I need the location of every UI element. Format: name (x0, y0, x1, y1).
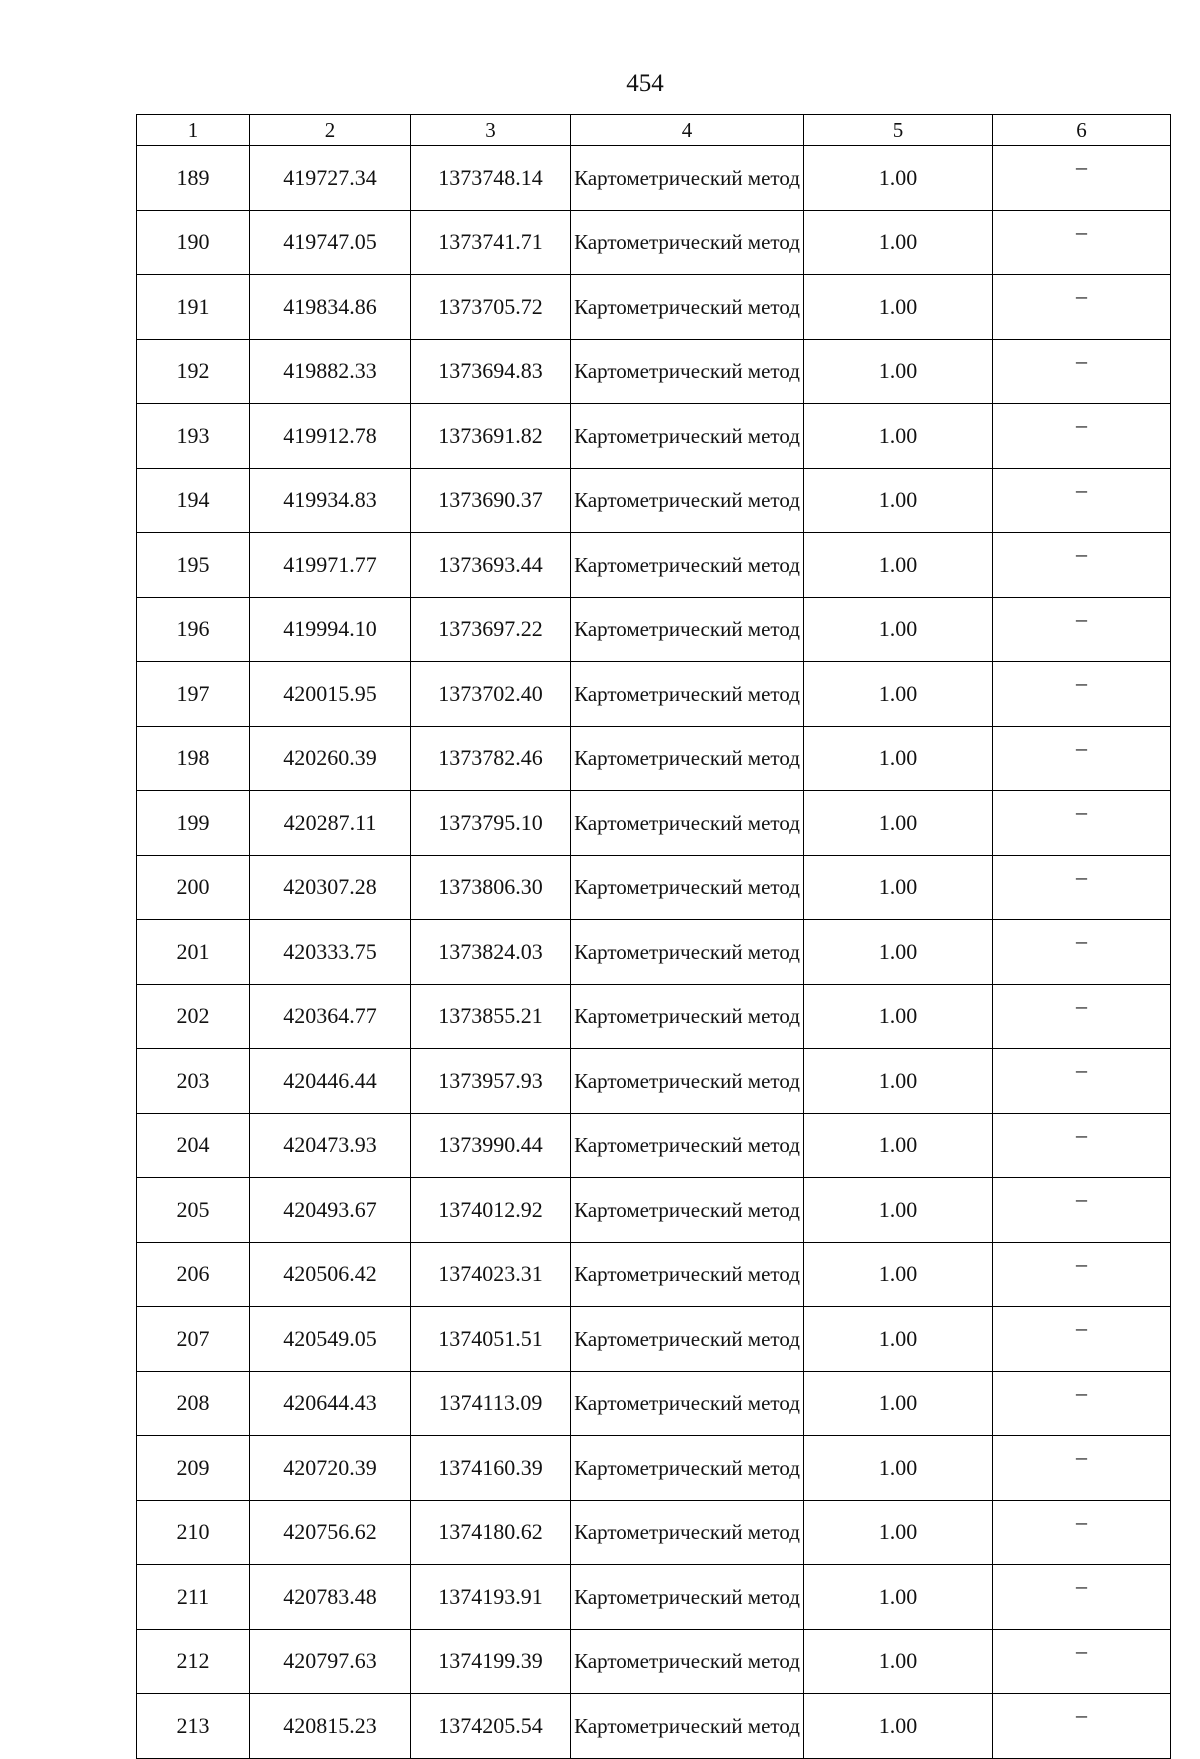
y-coordinate-cell: 1374180.62 (411, 1500, 571, 1565)
accuracy-cell: 1.00 (804, 1436, 993, 1501)
point-number-cell: 202 (137, 984, 250, 1049)
y-coordinate-cell: 1374051.51 (411, 1307, 571, 1372)
accuracy-cell: 1.00 (804, 468, 993, 533)
column-header: 3 (411, 115, 571, 146)
note-cell: – (993, 1565, 1171, 1630)
method-cell: Картометрический метод (571, 468, 804, 533)
note-cell: – (993, 984, 1171, 1049)
table-row (137, 404, 1171, 469)
point-number-cell: 198 (137, 726, 250, 791)
point-number-cell: 208 (137, 1371, 250, 1436)
x-coordinate-cell: 420549.05 (250, 1307, 411, 1372)
accuracy-cell: 1.00 (804, 1629, 993, 1694)
table-row (137, 1307, 1171, 1372)
accuracy-cell: 1.00 (804, 339, 993, 404)
table-row (137, 920, 1171, 985)
point-number-cell: 211 (137, 1565, 250, 1630)
y-coordinate-cell: 1373782.46 (411, 726, 571, 791)
note-cell: – (993, 468, 1171, 533)
table-row (137, 1565, 1171, 1630)
accuracy-cell: 1.00 (804, 210, 993, 275)
method-cell: Картометрический метод (571, 1242, 804, 1307)
method-cell: Картометрический метод (571, 533, 804, 598)
accuracy-cell: 1.00 (804, 404, 993, 469)
method-cell: Картометрический метод (571, 1565, 804, 1630)
point-number-cell: 189 (137, 146, 250, 211)
note-cell: – (993, 1242, 1171, 1307)
table-row (137, 726, 1171, 791)
note-cell: – (993, 662, 1171, 727)
note-cell: – (993, 920, 1171, 985)
y-coordinate-cell: 1373697.22 (411, 597, 571, 662)
point-number-cell: 207 (137, 1307, 250, 1372)
point-number-cell: 212 (137, 1629, 250, 1694)
y-coordinate-cell: 1373795.10 (411, 791, 571, 856)
method-cell: Картометрический метод (571, 662, 804, 727)
y-coordinate-cell: 1373824.03 (411, 920, 571, 985)
x-coordinate-cell: 420797.63 (250, 1629, 411, 1694)
note-cell: – (993, 339, 1171, 404)
y-coordinate-cell: 1373741.71 (411, 210, 571, 275)
point-number-cell: 204 (137, 1113, 250, 1178)
y-coordinate-cell: 1374199.39 (411, 1629, 571, 1694)
method-cell: Картометрический метод (571, 1629, 804, 1694)
note-cell: – (993, 1113, 1171, 1178)
x-coordinate-cell: 420287.11 (250, 791, 411, 856)
note-cell: – (993, 791, 1171, 856)
point-number-cell: 196 (137, 597, 250, 662)
accuracy-cell: 1.00 (804, 275, 993, 340)
point-number-cell: 194 (137, 468, 250, 533)
y-coordinate-cell: 1373957.93 (411, 1049, 571, 1114)
x-coordinate-cell: 420644.43 (250, 1371, 411, 1436)
x-coordinate-cell: 419994.10 (250, 597, 411, 662)
point-number-cell: 213 (137, 1694, 250, 1759)
accuracy-cell: 1.00 (804, 1371, 993, 1436)
point-number-cell: 209 (137, 1436, 250, 1501)
point-number-cell: 201 (137, 920, 250, 985)
x-coordinate-cell: 420756.62 (250, 1500, 411, 1565)
x-coordinate-cell: 420260.39 (250, 726, 411, 791)
method-cell: Картометрический метод (571, 146, 804, 211)
note-cell: – (993, 1436, 1171, 1501)
y-coordinate-cell: 1374205.54 (411, 1694, 571, 1759)
point-number-cell: 199 (137, 791, 250, 856)
x-coordinate-cell: 419727.34 (250, 146, 411, 211)
column-header: 4 (571, 115, 804, 146)
point-number-cell: 210 (137, 1500, 250, 1565)
table-row (137, 146, 1171, 211)
note-cell: – (993, 1049, 1171, 1114)
y-coordinate-cell: 1373690.37 (411, 468, 571, 533)
note-cell: – (993, 855, 1171, 920)
y-coordinate-cell: 1374012.92 (411, 1178, 571, 1243)
table-row (137, 339, 1171, 404)
method-cell: Картометрический метод (571, 920, 804, 985)
table-row (137, 1629, 1171, 1694)
method-cell: Картометрический метод (571, 1694, 804, 1759)
note-cell: – (993, 1694, 1171, 1759)
accuracy-cell: 1.00 (804, 146, 993, 211)
note-cell: – (993, 533, 1171, 598)
note-cell: – (993, 726, 1171, 791)
y-coordinate-cell: 1373691.82 (411, 404, 571, 469)
accuracy-cell: 1.00 (804, 533, 993, 598)
accuracy-cell: 1.00 (804, 726, 993, 791)
y-coordinate-cell: 1373702.40 (411, 662, 571, 727)
method-cell: Картометрический метод (571, 597, 804, 662)
column-header: 1 (137, 115, 250, 146)
accuracy-cell: 1.00 (804, 1113, 993, 1178)
x-coordinate-cell: 420720.39 (250, 1436, 411, 1501)
table-row (137, 1113, 1171, 1178)
y-coordinate-cell: 1373748.14 (411, 146, 571, 211)
point-number-cell: 205 (137, 1178, 250, 1243)
table-row (137, 1242, 1171, 1307)
y-coordinate-cell: 1373705.72 (411, 275, 571, 340)
accuracy-cell: 1.00 (804, 1500, 993, 1565)
table-row (137, 210, 1171, 275)
x-coordinate-cell: 420364.77 (250, 984, 411, 1049)
point-number-cell: 190 (137, 210, 250, 275)
method-cell: Картометрический метод (571, 1436, 804, 1501)
accuracy-cell: 1.00 (804, 662, 993, 727)
point-number-cell: 191 (137, 275, 250, 340)
column-header: 5 (804, 115, 993, 146)
y-coordinate-cell: 1374160.39 (411, 1436, 571, 1501)
table-row (137, 275, 1171, 340)
table-row (137, 984, 1171, 1049)
column-header: 2 (250, 115, 411, 146)
accuracy-cell: 1.00 (804, 984, 993, 1049)
point-number-cell: 203 (137, 1049, 250, 1114)
point-number-cell: 200 (137, 855, 250, 920)
y-coordinate-cell: 1373855.21 (411, 984, 571, 1049)
table-row (137, 662, 1171, 727)
x-coordinate-cell: 420333.75 (250, 920, 411, 985)
table-row (137, 1500, 1171, 1565)
x-coordinate-cell: 419882.33 (250, 339, 411, 404)
accuracy-cell: 1.00 (804, 791, 993, 856)
point-number-cell: 197 (137, 662, 250, 727)
table-row (137, 855, 1171, 920)
note-cell: – (993, 1307, 1171, 1372)
x-coordinate-cell: 420493.67 (250, 1178, 411, 1243)
x-coordinate-cell: 419747.05 (250, 210, 411, 275)
note-cell: – (993, 146, 1171, 211)
y-coordinate-cell: 1374193.91 (411, 1565, 571, 1630)
x-coordinate-cell: 419912.78 (250, 404, 411, 469)
column-header: 6 (993, 115, 1171, 146)
table-row (137, 1436, 1171, 1501)
accuracy-cell: 1.00 (804, 597, 993, 662)
table-row (137, 1371, 1171, 1436)
accuracy-cell: 1.00 (804, 1178, 993, 1243)
y-coordinate-cell: 1374113.09 (411, 1371, 571, 1436)
method-cell: Картометрический метод (571, 1113, 804, 1178)
coordinates-table (136, 114, 1171, 1759)
table-row (137, 1178, 1171, 1243)
note-cell: – (993, 1629, 1171, 1694)
note-cell: – (993, 597, 1171, 662)
method-cell: Картометрический метод (571, 855, 804, 920)
method-cell: Картометрический метод (571, 1178, 804, 1243)
accuracy-cell: 1.00 (804, 855, 993, 920)
x-coordinate-cell: 420506.42 (250, 1242, 411, 1307)
note-cell: – (993, 275, 1171, 340)
x-coordinate-cell: 420446.44 (250, 1049, 411, 1114)
accuracy-cell: 1.00 (804, 1694, 993, 1759)
table-row (137, 533, 1171, 598)
method-cell: Картометрический метод (571, 275, 804, 340)
method-cell: Картометрический метод (571, 1371, 804, 1436)
x-coordinate-cell: 420015.95 (250, 662, 411, 727)
x-coordinate-cell: 420783.48 (250, 1565, 411, 1630)
page-number: 454 (626, 70, 664, 97)
y-coordinate-cell: 1374023.31 (411, 1242, 571, 1307)
table-row (137, 1049, 1171, 1114)
x-coordinate-cell: 419934.83 (250, 468, 411, 533)
method-cell: Картометрический метод (571, 791, 804, 856)
accuracy-cell: 1.00 (804, 1565, 993, 1630)
accuracy-cell: 1.00 (804, 920, 993, 985)
method-cell: Картометрический метод (571, 404, 804, 469)
point-number-cell: 192 (137, 339, 250, 404)
y-coordinate-cell: 1373694.83 (411, 339, 571, 404)
point-number-cell: 206 (137, 1242, 250, 1307)
y-coordinate-cell: 1373693.44 (411, 533, 571, 598)
table-row (137, 1694, 1171, 1759)
table-row (137, 468, 1171, 533)
method-cell: Картометрический метод (571, 726, 804, 791)
method-cell: Картометрический метод (571, 1049, 804, 1114)
method-cell: Картометрический метод (571, 339, 804, 404)
note-cell: – (993, 210, 1171, 275)
note-cell: – (993, 404, 1171, 469)
method-cell: Картометрический метод (571, 210, 804, 275)
point-number-cell: 195 (137, 533, 250, 598)
table-row (137, 597, 1171, 662)
method-cell: Картометрический метод (571, 984, 804, 1049)
note-cell: – (993, 1371, 1171, 1436)
table-row (137, 791, 1171, 856)
x-coordinate-cell: 420473.93 (250, 1113, 411, 1178)
accuracy-cell: 1.00 (804, 1049, 993, 1114)
accuracy-cell: 1.00 (804, 1307, 993, 1372)
accuracy-cell: 1.00 (804, 1242, 993, 1307)
method-cell: Картометрический метод (571, 1500, 804, 1565)
x-coordinate-cell: 420815.23 (250, 1694, 411, 1759)
x-coordinate-cell: 419834.86 (250, 275, 411, 340)
note-cell: – (993, 1500, 1171, 1565)
header-row (137, 115, 1171, 146)
point-number-cell: 193 (137, 404, 250, 469)
method-cell: Картометрический метод (571, 1307, 804, 1372)
x-coordinate-cell: 420307.28 (250, 855, 411, 920)
note-cell: – (993, 1178, 1171, 1243)
y-coordinate-cell: 1373990.44 (411, 1113, 571, 1178)
y-coordinate-cell: 1373806.30 (411, 855, 571, 920)
x-coordinate-cell: 419971.77 (250, 533, 411, 598)
